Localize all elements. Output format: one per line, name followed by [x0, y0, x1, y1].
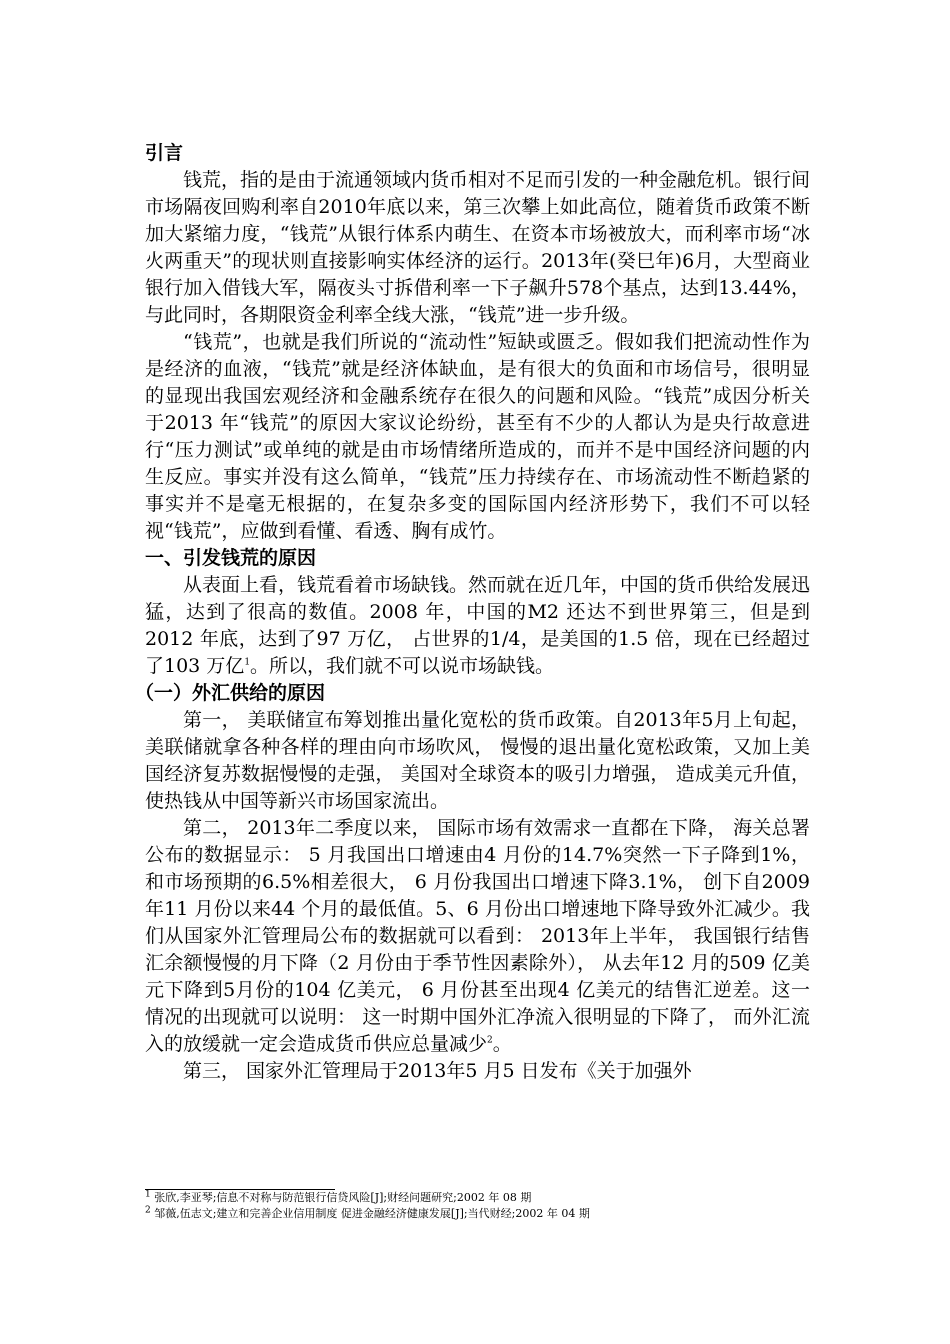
- footnote-2-text: 邹薇,伍志文;建立和完善企业信用制度 促进金融经济健康发展[J];当代财经;2002 年 04 期: [154, 1207, 590, 1220]
- footnote-1-text: 张欣,李亚琴;信息不对称与防范银行信贷风险[J];财经问题研究;2002 年 08 期: [154, 1191, 532, 1204]
- intro-heading: 引言: [145, 142, 184, 164]
- subsection-1-paragraph-2-end: 。: [492, 1033, 512, 1055]
- footnote-2-mark: 2: [145, 1205, 151, 1216]
- footnote-ref-2[interactable]: 2: [487, 1035, 493, 1046]
- footnote-1-mark: 1: [145, 1189, 151, 1200]
- footnote-1: [145, 1190, 810, 1206]
- section-1-paragraph-1-end: 。所以，我们就不可以说市场缺钱。: [250, 655, 555, 677]
- subsection-1-paragraph-3: 第三， 国家外汇管理局于2013年5 月5 日发布《关于加强外: [183, 1060, 692, 1082]
- subsection-1-paragraph-2: [145, 815, 810, 1058]
- document-body: [135, 140, 811, 1085]
- intro-paragraph-2: “钱荒”，也就是我们所说的“流动性”短缺或匮乏。假如我们把流动性作为是经济的血液，“钱荒”就是经济体缺血，是有很大的负面和市场信号，很明显的显现出我国宏观经济和金融系统存在很久的问题和风险。“钱荒”成因分析关于2013 年“钱荒”的原因大家议论纷纷，甚至有不少的人都认为是央行故意进行“压力测试”或单纯的就是由市场情绪所造成的，而并不是中国经济问题的内生反应。事实并没有这么简单，“钱荒”压力持续存在、市场流动性不断趋紧的事实并不是毫无根据的，在复杂多变的国际国内经济形势下，我们不可以轻视“钱荒”，应做到看懂、看透、胸有成竹。: [145, 331, 810, 542]
- footnote-ref-1[interactable]: 1: [244, 657, 251, 668]
- footnote-2: [145, 1206, 810, 1222]
- subsection-1-paragraph-1: 第一， 美联储宣布筹划推出量化宽松的货币政策。自2013年5月上旬起， 美联储就拿各种各样的理由向市场吹风， 慢慢的退出量化宽松政策，又加上美国经济复苏数据慢慢的走强， 美国对全球资本的吸引力增强， 造成美元升值， 使热钱从中国等新兴市场国家流出。: [145, 709, 810, 812]
- section-1-paragraph-1: [145, 572, 810, 680]
- section-1-heading: 一、引发钱荒的原因: [145, 547, 317, 569]
- intro-paragraph-1: 钱荒，指的是由于流通领域内货币相对不足而引发的一种金融危机。银行间市场隔夜回购利率自2010年底以来，第三次攀上如此高位，随着货币政策不断加大紧缩力度，“钱荒”从银行体系内萌生、在资本市场被放大，而利率市场“冰火两重天”的现状则直接影响实体经济的运行。2013年(癸巳年)6月，大型商业银行加入借钱大军，隔夜头寸拆借利率一下子飙升578个基点，达到13.44%，与此同时，各期限资金利率全线大涨，“钱荒”进一步升级。: [145, 169, 811, 326]
- subsection-1-paragraph-2-text: 第二， 2013年二季度以来， 国际市场有效需求一直都在下降， 海关总署公布的数据显示： 5 月我国出口增速由4 月份的14.7%突然一下子降到1%， 和市场预期的6.5%相差很大， 6 月份我国出口增速下降3.1%， 创下自2009 年11 月份以来44 个月的最低值。5、6 月份出口增速地下降导致外汇减少。我们从国家外汇管理局公布的数据就可以看到： 2013年上半年， 我国银行结售汇余额慢慢的月下降（2 月份由于季节性因素除外）， 从去年12 月的509 亿美元下降到5月份的104 亿美元， 6 月份甚至出现4 亿美元的结售汇逆差。这一情况的出现就可以说明： 这一时期中国外汇净流入很明显的下降了， 而外汇流入的放缓就一定会造成货币供应总量减少: [145, 817, 810, 1055]
- footnotes: [145, 1187, 810, 1222]
- section-1-paragraph-1-text: 从表面上看，钱荒看着市场缺钱。然而就在近几年，中国的货币供给发展迅猛，达到了很高的数值。2008 年，中国的M2 还达不到世界第三，但是到2012 年底，达到了97 万亿， 占世界的1/4，是美国的1.5 倍，现在已经超过了103 万亿: [145, 574, 811, 677]
- subsection-1-heading: （一）外汇供给的原因: [135, 682, 326, 704]
